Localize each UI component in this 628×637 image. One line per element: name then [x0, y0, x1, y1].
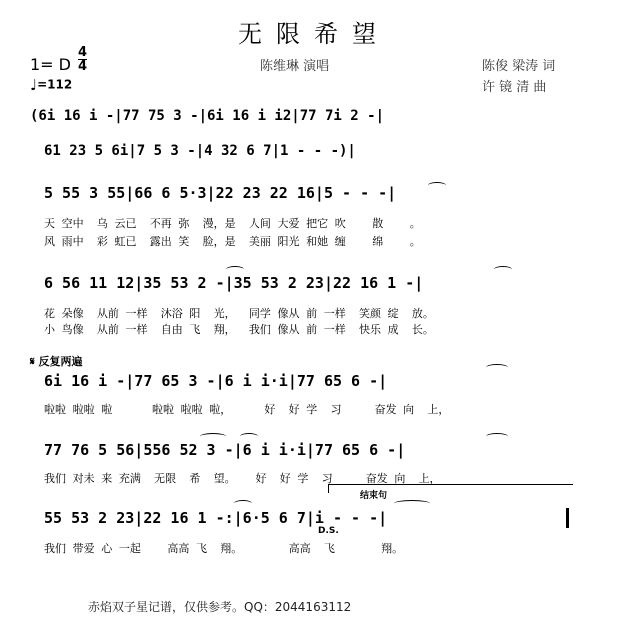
ending-label: 结束句 [358, 488, 389, 501]
lyricist-credit: 陈俊 梁涛 词 [482, 59, 556, 74]
tie-mark [240, 433, 258, 440]
verse-notes: 5 55 3 55|66 6 5·3|22 23 22 16|5 - - -| [44, 184, 397, 202]
song-title: 无限希望 [238, 20, 390, 48]
tempo-value: =112 [37, 77, 73, 92]
tie-mark [394, 500, 430, 507]
chorus-line-1-lyrics: 啦啦 啦啦 啦 啦啦 啦啦 啦， 好 好 学 习 奋发 向 上， [44, 403, 450, 416]
intro-line-1: (6i 16 i -|77 75 3 -|6i 16 i i2|77 7i 2 -| [30, 108, 385, 124]
time-signature [78, 46, 87, 73]
time-signature-bottom: 4 [78, 59, 88, 74]
time-signature-top: 4 [78, 45, 88, 60]
chorus-line-1-notes: 6i 16 i -|77 65 3 -|6 i i·i|77 65 6 -| [44, 372, 388, 390]
final-barline [566, 508, 569, 528]
chorus-line-3-notes: 55 53 2 23|22 16 1 -:|6·5 6 7|i - - -| [44, 509, 388, 527]
tie-mark [428, 182, 446, 189]
segno-repeat-sign: 𝄋 反复两遍 [30, 355, 83, 368]
tempo-marking [30, 76, 72, 94]
tie-mark [226, 266, 244, 273]
composer-credit: 许 镜 清 曲 [482, 80, 547, 95]
tie-mark [200, 433, 226, 440]
chorus-line-2-notes: 77 76 5 56|556 52 3 -|6 i i·i|77 65 6 -| [44, 441, 406, 459]
chorus-line-3-lyrics: 我们 带爱 心 一起 高高 飞 翔。 高高 飞 翔。 [44, 542, 404, 555]
chorus-line-2-lyrics: 我们 对未 来 充满 无限 希 望。 好 好 学 习 奋发 向 上， [44, 472, 441, 485]
quarter-note-icon: ♩ [30, 76, 38, 94]
verse2-lyrics-2: 小 鸟像 从前 一样 自由 飞 翔， 我们 像从 前 一样 快乐 成 长。 [44, 323, 434, 336]
key-signature: 1= D [30, 55, 71, 74]
verse2-lyrics-1: 花 朵像 从前 一样 沐浴 阳 光， 同学 像从 前 一样 笑颜 绽 放。 [44, 307, 434, 320]
dal-segno-mark: D.S. [318, 526, 339, 536]
intro-line-2: 61 23 5 6i|7 5 3 -|4 32 6 7|1 - - -)| [44, 143, 356, 159]
verse-lyrics-2: 风 雨中 彩 虹已 露出 笑 脸，是 美丽 阳光 和她 缠 绵 。 [44, 235, 421, 248]
tie-mark [486, 433, 508, 440]
verse-lyrics-1: 天 空中 乌 云已 不再 弥 漫，是 人间 大爱 把它 吹 散 。 [44, 217, 421, 230]
transcriber-footer: 赤焰双子星记谱，仅供参考。QQ：2044163112 [88, 600, 352, 614]
tie-mark [234, 500, 252, 507]
singer-credit: 陈维琳 演唱 [260, 59, 330, 74]
tie-mark [494, 266, 512, 273]
tie-mark [486, 364, 508, 371]
verse2-notes: 6 56 11 12|35 53 2 -|35 53 2 23|22 16 1 -| [44, 274, 424, 292]
